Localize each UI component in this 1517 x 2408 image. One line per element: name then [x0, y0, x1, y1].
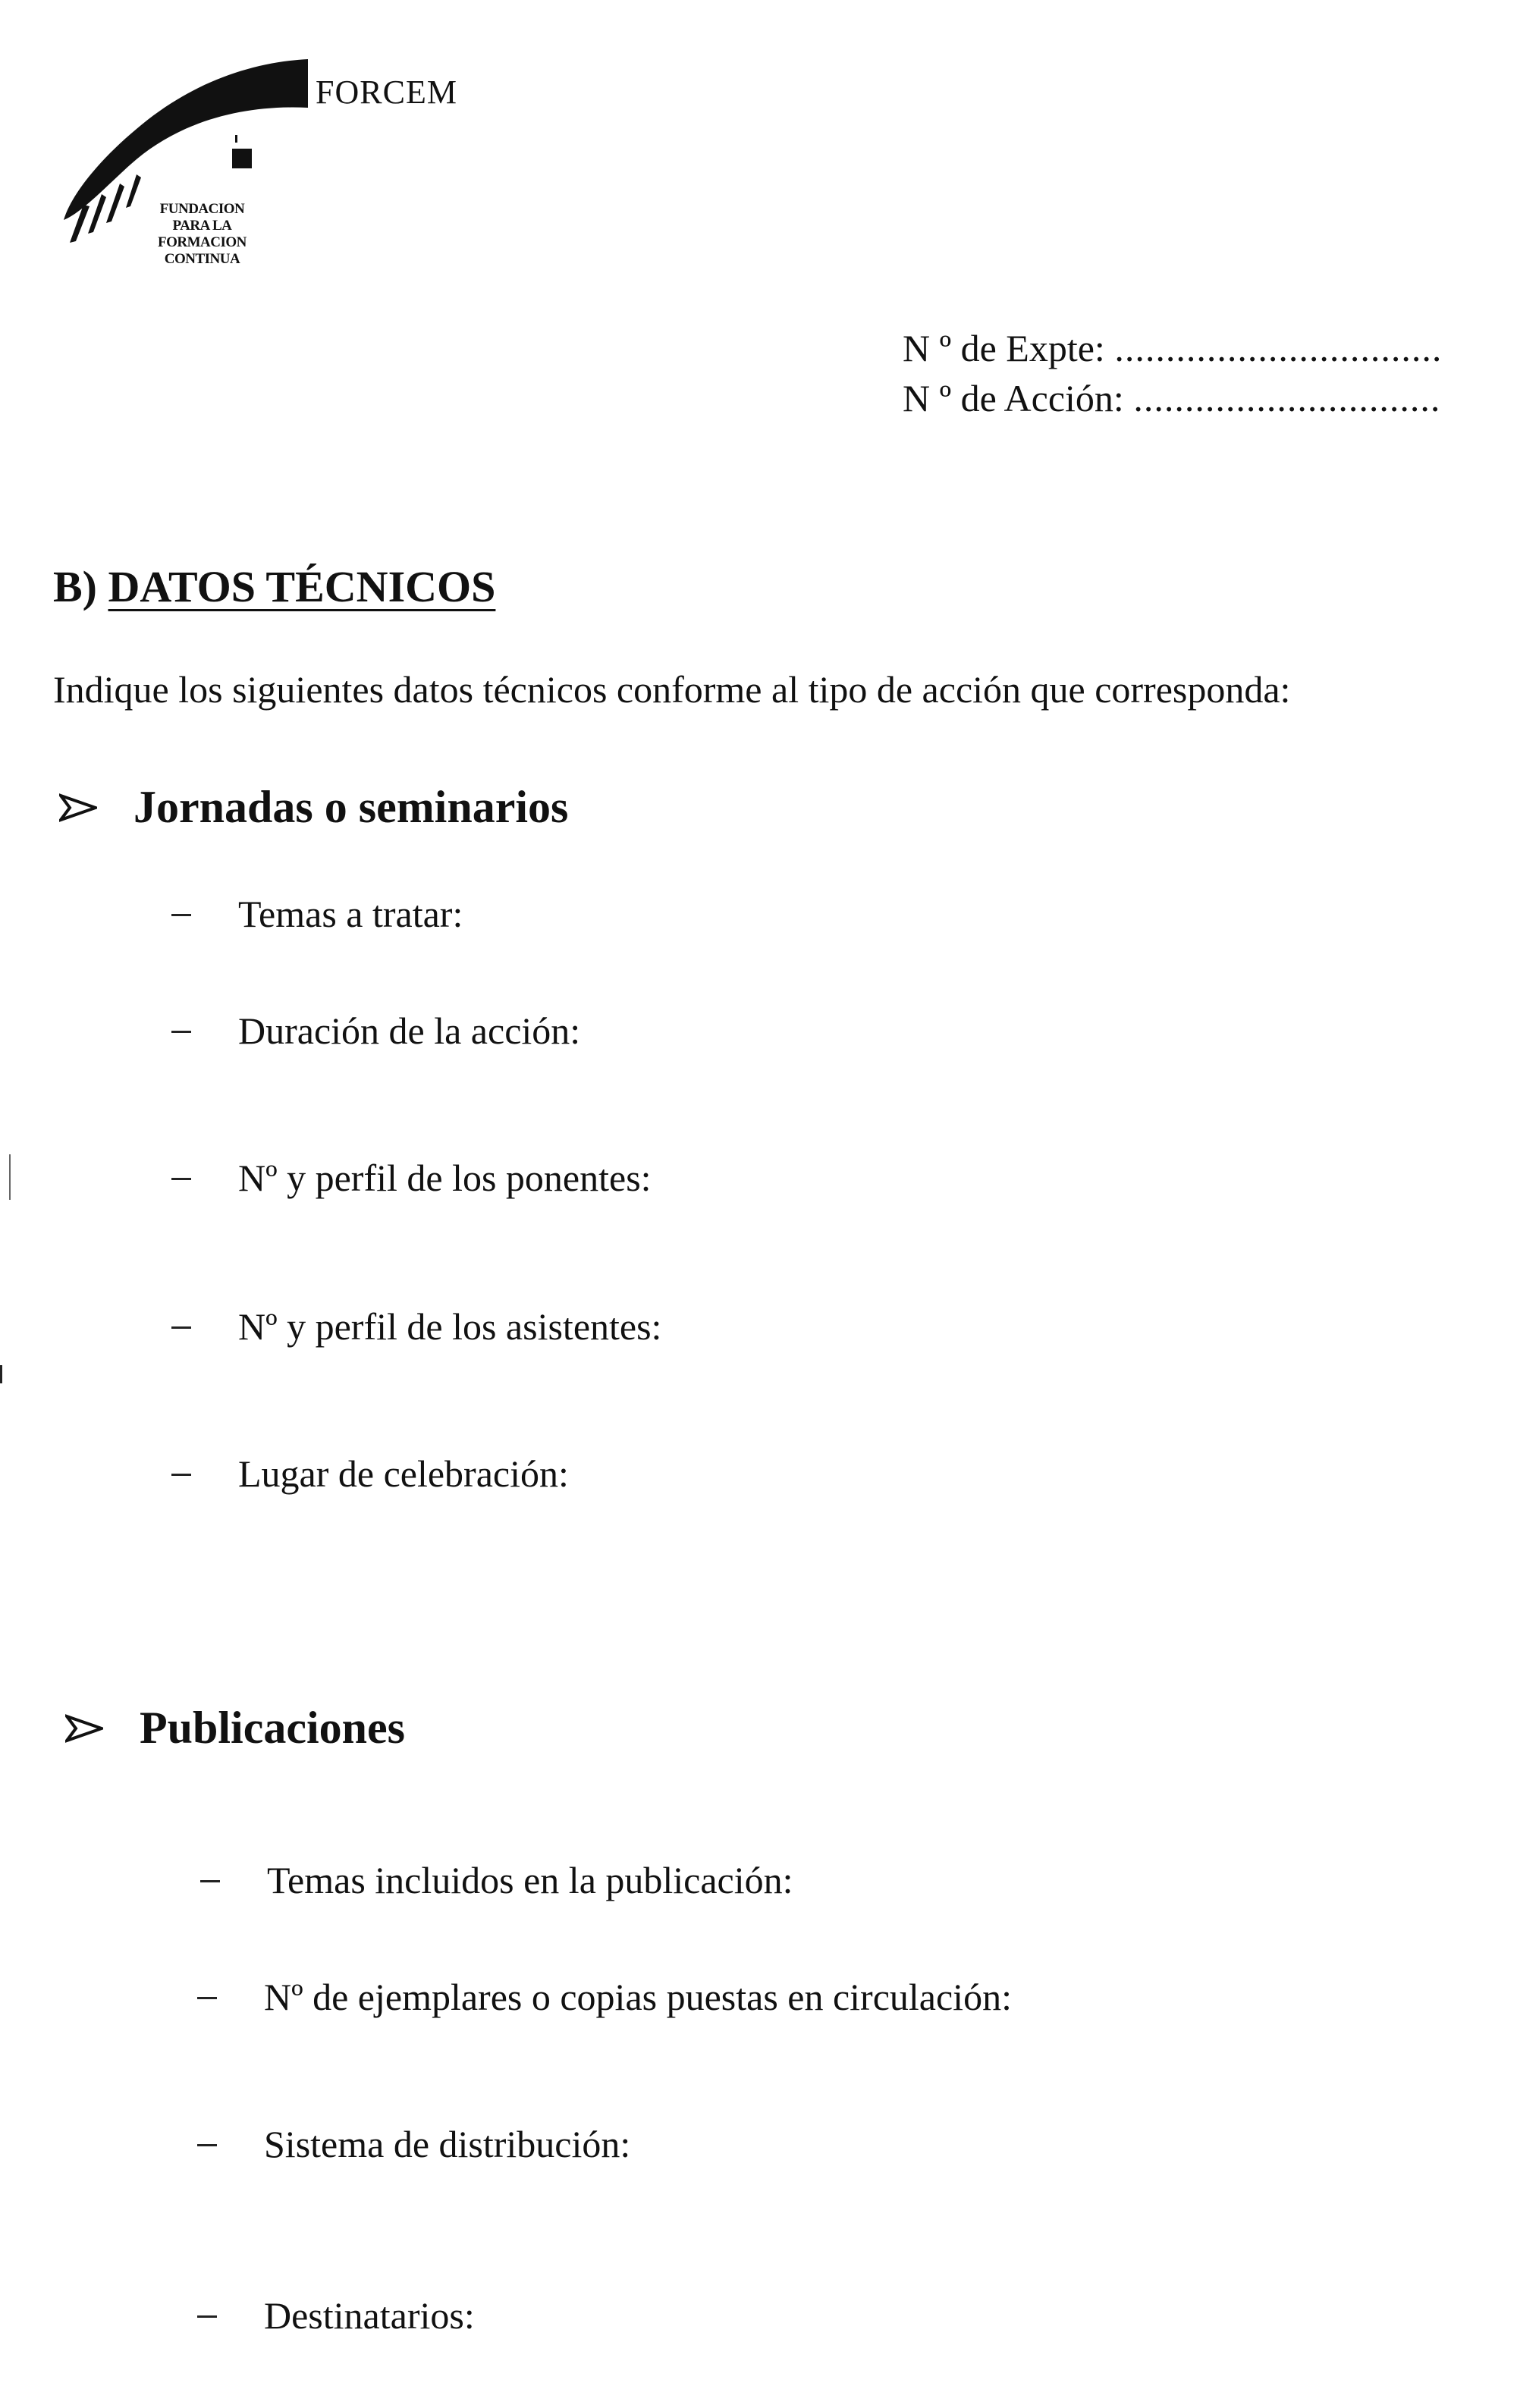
- list-item-label: Temas a tratar:: [238, 893, 463, 935]
- subsection-publicaciones-title: Publicaciones: [140, 1703, 406, 1753]
- section-title: DATOS TÉCNICOS: [108, 562, 496, 611]
- list-item: [171, 1156, 652, 1200]
- list-item: [171, 1304, 661, 1348]
- list-item: [171, 1009, 580, 1053]
- arrow-bullet-icon: [65, 1713, 103, 1744]
- dash-bullet-icon: [197, 1997, 217, 1999]
- logo-subtitle-line: FORMACION: [158, 234, 247, 250]
- dash-bullet-icon: [171, 1031, 191, 1033]
- logo-subtitle-line: PARA LA: [172, 218, 232, 234]
- subsection-jornadas-title: Jornadas o seminarios: [133, 782, 569, 832]
- dash-bullet-icon: [171, 1474, 191, 1476]
- list-item-label: Sistema de distribución:: [264, 2123, 631, 2165]
- dash-bullet-icon: [171, 1326, 191, 1329]
- scan-edge-mark: [9, 1154, 11, 1200]
- list-item: [197, 2122, 630, 2166]
- list-item-label: Destinatarios:: [264, 2294, 475, 2337]
- logo-wordmark: FORCEM: [316, 74, 457, 111]
- arrow-bullet-icon: [59, 793, 97, 823]
- list-item-label: Nº y perfil de los ponentes:: [238, 1157, 652, 1199]
- logo-subtitle-line: FUNDACION: [159, 201, 245, 217]
- dash-bullet-icon: [197, 2144, 217, 2146]
- expediente-value[interactable]: ................................: [1114, 327, 1443, 369]
- accion-field[interactable]: [903, 376, 1440, 420]
- logo-subtitle-line: CONTINUA: [164, 251, 240, 267]
- accion-value[interactable]: ..............................: [1133, 377, 1441, 419]
- logo-subtitle: [158, 201, 247, 268]
- subsection-publicaciones: [65, 1702, 405, 1754]
- dash-bullet-icon: [171, 1178, 191, 1180]
- list-item-label: Temas incluidos en la publicación:: [267, 1859, 793, 1901]
- expediente-label: N º de Expte:: [903, 327, 1105, 369]
- dash-bullet-icon: [197, 2315, 217, 2318]
- dash-bullet-icon: [171, 914, 191, 916]
- section-intro: Indique los siguientes datos técnicos conforme al tipo de acción que corresponda:: [53, 668, 1291, 711]
- dash-bullet-icon: [200, 1880, 220, 1882]
- list-item-label: Lugar de celebración:: [238, 1452, 569, 1495]
- list-item: [197, 2293, 475, 2337]
- section-heading: [53, 561, 495, 612]
- list-item-label: Duración de la acción:: [238, 1009, 581, 1052]
- accion-label: N º de Acción:: [903, 377, 1124, 419]
- list-item: [171, 892, 463, 936]
- expediente-field[interactable]: [903, 326, 1442, 370]
- scan-edge-mark: [0, 1365, 2, 1383]
- forcem-logo: [53, 46, 478, 296]
- list-item: [171, 1452, 569, 1496]
- section-prefix: B): [53, 562, 97, 611]
- list-item: [200, 1858, 793, 1902]
- list-item: [197, 1975, 1012, 2019]
- list-item-label: Nº y perfil de los asistentes:: [238, 1305, 662, 1348]
- subsection-jornadas: [59, 781, 568, 834]
- list-item-label: Nº de ejemplares o copias puestas en circulación:: [264, 1976, 1012, 2018]
